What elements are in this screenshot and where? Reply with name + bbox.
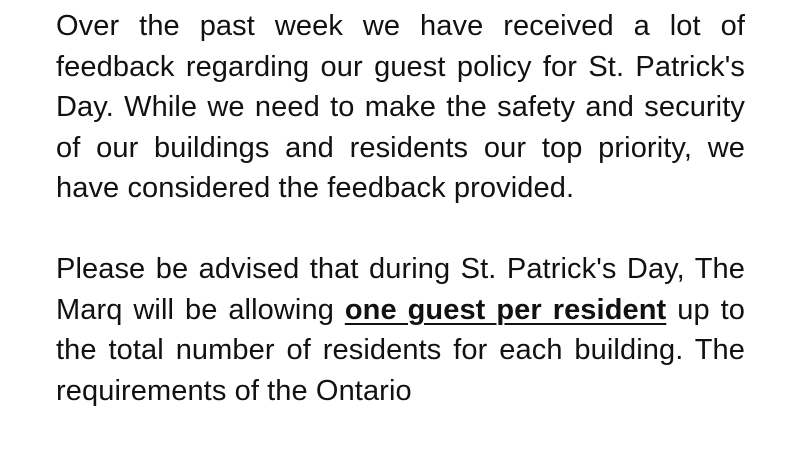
guest-limit-emphasis: one guest per resident (344, 293, 667, 326)
notice-body (56, 6, 745, 411)
paragraph-feedback: Over the past week we have received a lot of feedback regarding our guest policy for St. Patrick's Day. While we need to make the safety and security of our buildings and residents our top priority, we have considered the feedback provided. (56, 10, 745, 204)
guest-policy-text-before: Please be advised that during St. Patrick's Day, The Marq will be allowing (56, 253, 745, 326)
guest-policy-text-after: up to the total number of residents for each building. The requirements of the Ontario (56, 293, 745, 407)
paragraph-guest-policy (56, 249, 745, 411)
